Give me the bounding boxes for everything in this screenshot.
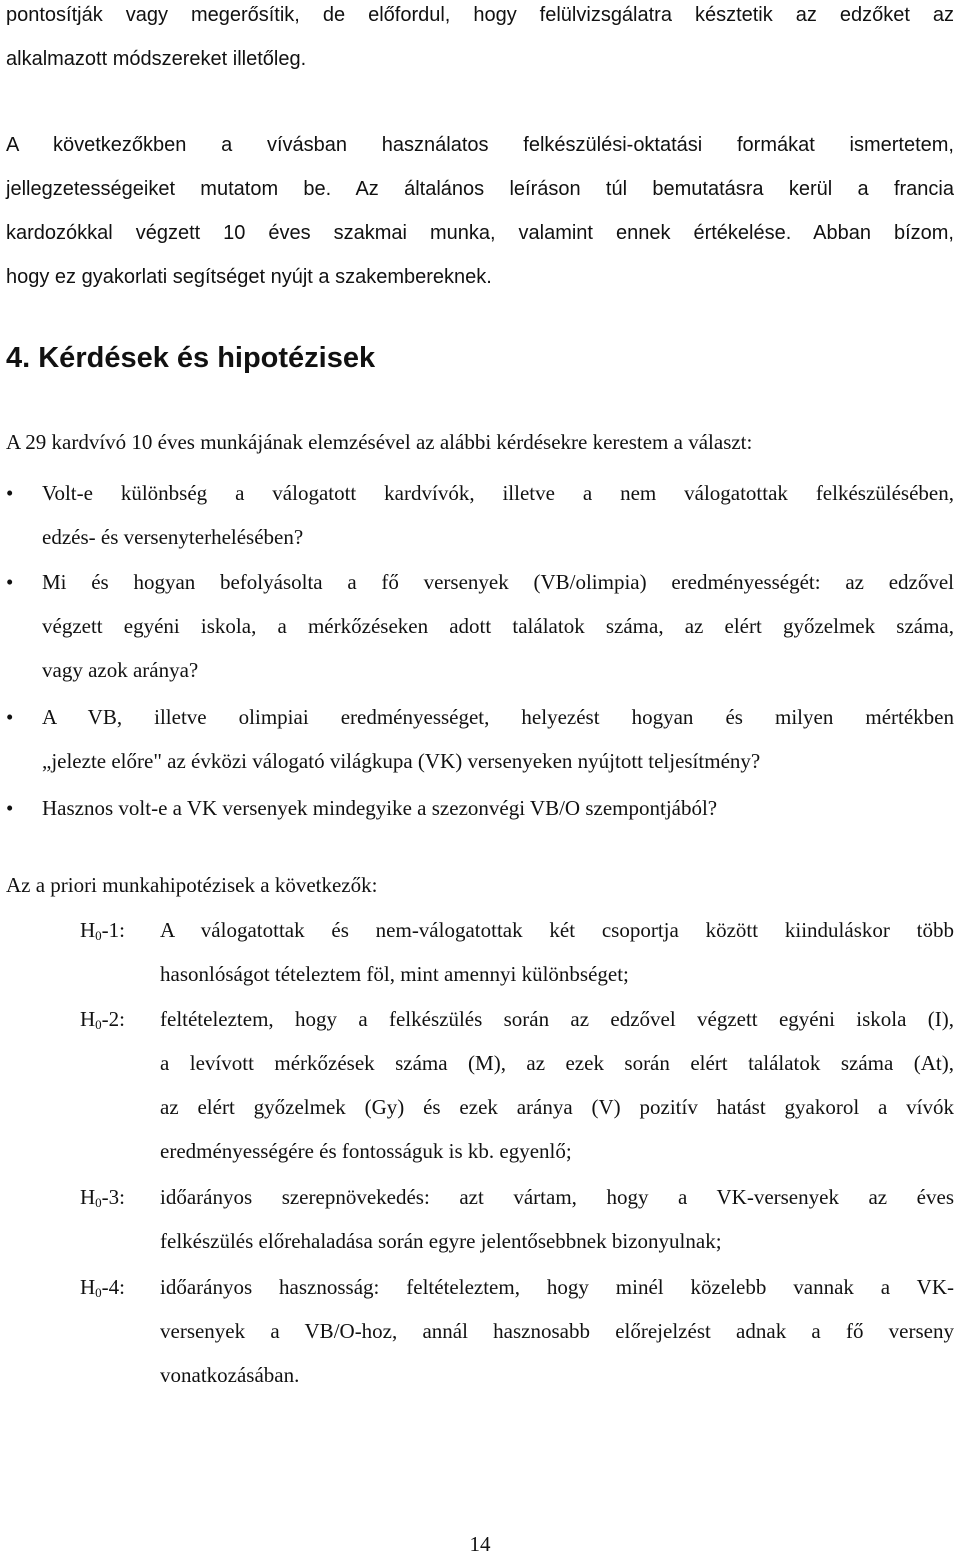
list-item-line: „jelezte előre" az évközi válogató világkupa (VK) versenyeken nyújtott teljesítmény? [42, 749, 761, 773]
list-item-line: Volt-e különbség a válogatott kardvívók, illetve a nem válogatottak felkészülésében, [42, 481, 954, 505]
hypothesis-label: $H_0-4$: [80, 1275, 125, 1300]
body-text-line: jellegzetességeiket mutatom be. Az általános leíráson túl bemutatásra kerül a francia [6, 178, 954, 200]
hypothesis-label: $H_0-3$: [80, 1185, 125, 1210]
section-heading: 4. Kérdések és hipotézisek [6, 342, 376, 374]
page-number: 14 [469, 1532, 491, 1556]
body-text-line: hogy ez gyakorlati segítséget nyújt a szakembereknek. [6, 266, 492, 288]
hypothesis-label: $H_0-2$: [80, 1007, 125, 1032]
body-text-line: alkalmazott módszereket illetőleg. [6, 48, 307, 70]
list-item-line: Hasznos volt-e a VK versenyek mindegyike a szezonvégi VB/O szempontjából? [42, 796, 718, 820]
bullet-icon: • [6, 481, 14, 505]
bullet-icon: • [6, 705, 14, 729]
body-text-line: pontosítják vagy megerősítik, de előfordul, hogy felülvizsgálatra késztetik az edzőket az [6, 4, 954, 26]
body-text-line: kardozókkal végzett 10 éves szakmai munka, valamint ennek értékelése. Abban bízom, [6, 222, 954, 244]
hypothesis-line: A válogatottak és nem-válogatottak két csoportja között kiinduláskor több [160, 918, 954, 942]
hypothesis-line: vonatkozásában. [160, 1363, 300, 1387]
list-item-line: edzés- és versenyterhelésében? [42, 525, 304, 549]
hypothesis-line: versenyek a VB/O-hoz, annál hasznosabb előrejelzést adnak a fő verseny [160, 1319, 954, 1343]
section-lead: A 29 kardvívó 10 éves munkájának elemzésével az alábbi kérdésekre kerestem a választ: [6, 430, 753, 454]
hypothesis-line: felkészülés előrehaladása során egyre jelentősebbnek bizonyulnak; [160, 1229, 722, 1253]
bullet-icon: • [6, 796, 14, 820]
hypothesis-line: az elért győzelmek (Gy) és ezek aránya (V) pozitív hatást gyakorol a vívók [160, 1095, 954, 1119]
hypothesis-line: időarányos szerepnövekedés: azt vártam, hogy a VK-versenyek az éves [160, 1185, 954, 1209]
list-item-line: Mi és hogyan befolyásolta a fő versenyek (VB/olimpia) eredményességét: az edzővel [42, 570, 954, 594]
hypotheses-intro: Az a priori munkahipotézisek a következők: [6, 873, 378, 897]
list-item-line: A VB, illetve olimpiai eredményességet, helyezést hogyan és milyen mértékben [42, 705, 954, 729]
hypothesis-label: $H_0-1$: [80, 918, 125, 943]
list-item-line: végzett egyéni iskola, a mérkőzéseken adott találatok száma, az elért győzelmek száma, [42, 614, 954, 638]
list-item-line: vagy azok aránya? [42, 658, 199, 682]
hypothesis-line: időarányos hasznosság: feltételeztem, hogy minél közelebb vannak a VK- [160, 1275, 954, 1299]
hypothesis-line: eredményességére és fontosságuk is kb. egyenlő; [160, 1139, 572, 1163]
bullet-icon: • [6, 570, 14, 594]
hypothesis-line: hasonlóságot tételeztem föl, mint amennyi különbséget; [160, 962, 629, 986]
hypothesis-line: a levívott mérkőzések száma (M), az ezek során elért találatok száma (At), [160, 1051, 954, 1075]
body-text-line: A következőkben a vívásban használatos felkészülési-oktatási formákat ismertetem, [6, 134, 954, 156]
hypothesis-line: feltételeztem, hogy a felkészülés során az edzővel végzett egyéni iskola (I), [160, 1007, 954, 1031]
